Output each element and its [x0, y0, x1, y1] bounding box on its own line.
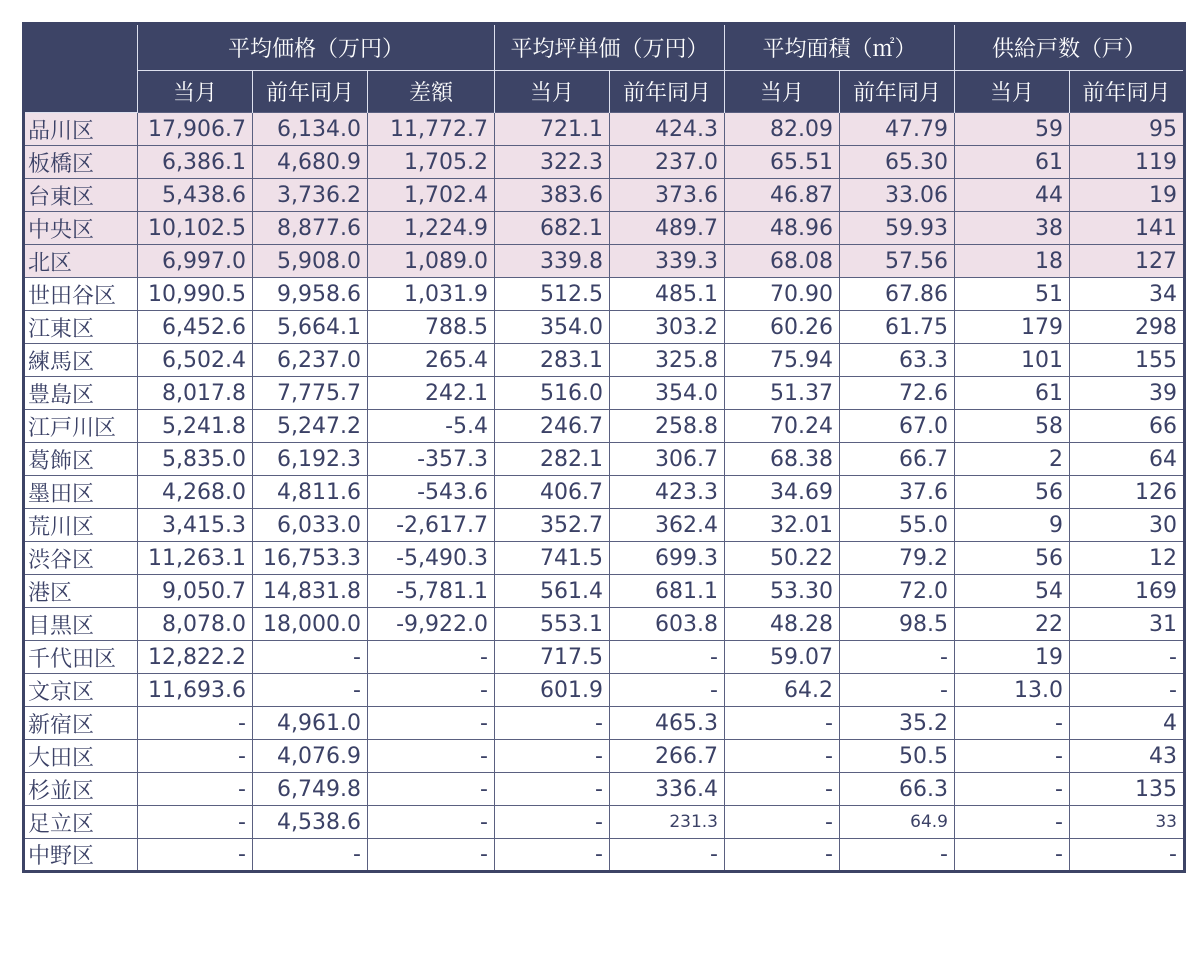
value-cell: 66.3 — [840, 773, 955, 806]
value-cell: - — [1070, 641, 1185, 674]
district-name-cell: 中野区 — [24, 839, 138, 872]
value-cell: - — [138, 773, 253, 806]
value-cell: 10,990.5 — [138, 278, 253, 311]
value-cell: 50.5 — [840, 740, 955, 773]
value-cell: 4,811.6 — [253, 476, 368, 509]
table-row — [24, 542, 1185, 575]
table-body — [24, 113, 1185, 872]
value-cell: 721.1 — [495, 113, 610, 146]
district-name-cell: 港区 — [24, 575, 138, 608]
value-cell: 6,386.1 — [138, 146, 253, 179]
value-cell: 242.1 — [368, 377, 495, 410]
value-cell: - — [368, 674, 495, 707]
table-row — [24, 410, 1185, 443]
value-cell: 9 — [955, 509, 1070, 542]
value-cell: 82.09 — [725, 113, 840, 146]
value-cell: 489.7 — [610, 212, 725, 245]
value-cell: - — [253, 839, 368, 872]
value-cell: 54 — [955, 575, 1070, 608]
value-cell: - — [138, 839, 253, 872]
value-cell: - — [138, 740, 253, 773]
value-cell: 51.37 — [725, 377, 840, 410]
value-cell: 79.2 — [840, 542, 955, 575]
district-name-cell: 千代田区 — [24, 641, 138, 674]
table-row — [24, 773, 1185, 806]
value-cell: 516.0 — [495, 377, 610, 410]
value-cell: - — [725, 806, 840, 839]
corner-header — [24, 24, 138, 113]
value-cell: 101 — [955, 344, 1070, 377]
sub-header: 前年同月 — [840, 71, 955, 113]
sub-header: 前年同月 — [1070, 71, 1185, 113]
value-cell: - — [955, 707, 1070, 740]
value-cell: 1,089.0 — [368, 245, 495, 278]
value-cell: 741.5 — [495, 542, 610, 575]
value-cell: - — [840, 839, 955, 872]
table-row — [24, 146, 1185, 179]
value-cell: 4,680.9 — [253, 146, 368, 179]
sub-header: 当月 — [495, 71, 610, 113]
district-price-table — [22, 22, 1186, 873]
value-cell: 98.5 — [840, 608, 955, 641]
district-name-cell: 杉並区 — [24, 773, 138, 806]
value-cell: - — [955, 773, 1070, 806]
value-cell: - — [955, 839, 1070, 872]
value-cell: - — [840, 674, 955, 707]
value-cell: 9,050.7 — [138, 575, 253, 608]
value-cell: 63.3 — [840, 344, 955, 377]
value-cell: 56 — [955, 542, 1070, 575]
value-cell: 336.4 — [610, 773, 725, 806]
value-cell: 3,415.3 — [138, 509, 253, 542]
value-cell: 561.4 — [495, 575, 610, 608]
value-cell: - — [253, 674, 368, 707]
district-name-cell: 荒川区 — [24, 509, 138, 542]
value-cell: 58 — [955, 410, 1070, 443]
value-cell: 682.1 — [495, 212, 610, 245]
value-cell: 155 — [1070, 344, 1185, 377]
district-name-cell: 中央区 — [24, 212, 138, 245]
table-row — [24, 245, 1185, 278]
value-cell: 38 — [955, 212, 1070, 245]
value-cell: 8,078.0 — [138, 608, 253, 641]
table-row — [24, 344, 1185, 377]
value-cell: 298 — [1070, 311, 1185, 344]
district-name-cell: 渋谷区 — [24, 542, 138, 575]
value-cell: 34 — [1070, 278, 1185, 311]
value-cell: 22 — [955, 608, 1070, 641]
value-cell: 339.3 — [610, 245, 725, 278]
table-row — [24, 311, 1185, 344]
value-cell: 282.1 — [495, 443, 610, 476]
district-name-cell: 目黒区 — [24, 608, 138, 641]
district-name-cell: 江東区 — [24, 311, 138, 344]
value-cell: 352.7 — [495, 509, 610, 542]
value-cell: 7,775.7 — [253, 377, 368, 410]
value-cell: - — [725, 707, 840, 740]
value-cell: 68.08 — [725, 245, 840, 278]
value-cell: 32.01 — [725, 509, 840, 542]
value-cell: - — [253, 641, 368, 674]
district-name-cell: 板橋区 — [24, 146, 138, 179]
value-cell: 424.3 — [610, 113, 725, 146]
value-cell: - — [138, 707, 253, 740]
value-cell: 64.9 — [840, 806, 955, 839]
value-cell: 66.7 — [840, 443, 955, 476]
value-cell: 5,908.0 — [253, 245, 368, 278]
header-group-row — [24, 24, 1185, 71]
value-cell: 325.8 — [610, 344, 725, 377]
value-cell: 67.86 — [840, 278, 955, 311]
value-cell: 258.8 — [610, 410, 725, 443]
value-cell: 68.38 — [725, 443, 840, 476]
value-cell: 72.6 — [840, 377, 955, 410]
value-cell: -5,490.3 — [368, 542, 495, 575]
table-row — [24, 575, 1185, 608]
value-cell: 8,877.6 — [253, 212, 368, 245]
value-cell: 127 — [1070, 245, 1185, 278]
value-cell: 354.0 — [610, 377, 725, 410]
value-cell: 339.8 — [495, 245, 610, 278]
value-cell: 47.79 — [840, 113, 955, 146]
value-cell: - — [610, 674, 725, 707]
district-name-cell: 江戸川区 — [24, 410, 138, 443]
value-cell: 39 — [1070, 377, 1185, 410]
value-cell: 126 — [1070, 476, 1185, 509]
value-cell: 6,237.0 — [253, 344, 368, 377]
value-cell: 135 — [1070, 773, 1185, 806]
district-name-cell: 世田谷区 — [24, 278, 138, 311]
value-cell: - — [495, 839, 610, 872]
value-cell: 6,033.0 — [253, 509, 368, 542]
value-cell: - — [610, 641, 725, 674]
value-cell: 16,753.3 — [253, 542, 368, 575]
value-cell: 362.4 — [610, 509, 725, 542]
district-name-cell: 練馬区 — [24, 344, 138, 377]
value-cell: - — [495, 806, 610, 839]
sub-header: 前年同月 — [610, 71, 725, 113]
value-cell: 423.3 — [610, 476, 725, 509]
value-cell: 603.8 — [610, 608, 725, 641]
value-cell: 5,835.0 — [138, 443, 253, 476]
value-cell: - — [1070, 674, 1185, 707]
value-cell: -5.4 — [368, 410, 495, 443]
value-cell: 70.24 — [725, 410, 840, 443]
value-cell: - — [495, 740, 610, 773]
value-cell: 18,000.0 — [253, 608, 368, 641]
value-cell: 33.06 — [840, 179, 955, 212]
value-cell: 56 — [955, 476, 1070, 509]
group-header-units-supplied: 供給戸数（戸） — [955, 24, 1185, 71]
value-cell: 231.3 — [610, 806, 725, 839]
value-cell: 465.3 — [610, 707, 725, 740]
value-cell: - — [1070, 839, 1185, 872]
table-row — [24, 476, 1185, 509]
value-cell: 9,958.6 — [253, 278, 368, 311]
value-cell: 6,502.4 — [138, 344, 253, 377]
value-cell: 681.1 — [610, 575, 725, 608]
table-row — [24, 740, 1185, 773]
value-cell: 19 — [955, 641, 1070, 674]
district-name-cell: 台東区 — [24, 179, 138, 212]
table-row — [24, 674, 1185, 707]
value-cell: 303.2 — [610, 311, 725, 344]
value-cell: - — [368, 740, 495, 773]
value-cell: 5,438.6 — [138, 179, 253, 212]
value-cell: 788.5 — [368, 311, 495, 344]
value-cell: 11,263.1 — [138, 542, 253, 575]
value-cell: 4,961.0 — [253, 707, 368, 740]
table-row — [24, 212, 1185, 245]
group-header-average-area: 平均面積（㎡） — [725, 24, 955, 71]
value-cell: 8,017.8 — [138, 377, 253, 410]
value-cell: 485.1 — [610, 278, 725, 311]
value-cell: 61 — [955, 377, 1070, 410]
value-cell: 75.94 — [725, 344, 840, 377]
value-cell: 717.5 — [495, 641, 610, 674]
value-cell: 59 — [955, 113, 1070, 146]
value-cell: -357.3 — [368, 443, 495, 476]
value-cell: 50.22 — [725, 542, 840, 575]
value-cell: 43 — [1070, 740, 1185, 773]
value-cell: - — [495, 707, 610, 740]
value-cell: 373.6 — [610, 179, 725, 212]
value-cell: 512.5 — [495, 278, 610, 311]
value-cell: 237.0 — [610, 146, 725, 179]
value-cell: 1,224.9 — [368, 212, 495, 245]
value-cell: - — [725, 839, 840, 872]
value-cell: 266.7 — [610, 740, 725, 773]
group-header-price-per-tsubo: 平均坪単価（万円） — [495, 24, 725, 71]
value-cell: - — [368, 773, 495, 806]
value-cell: 354.0 — [495, 311, 610, 344]
value-cell: 51 — [955, 278, 1070, 311]
value-cell: 48.28 — [725, 608, 840, 641]
value-cell: 65.30 — [840, 146, 955, 179]
district-name-cell: 文京区 — [24, 674, 138, 707]
value-cell: 601.9 — [495, 674, 610, 707]
value-cell: - — [955, 806, 1070, 839]
value-cell: 37.6 — [840, 476, 955, 509]
value-cell: - — [495, 773, 610, 806]
table-row — [24, 608, 1185, 641]
table-row — [24, 641, 1185, 674]
value-cell: - — [840, 641, 955, 674]
value-cell: 61 — [955, 146, 1070, 179]
value-cell: 322.3 — [495, 146, 610, 179]
value-cell: - — [368, 839, 495, 872]
district-name-cell: 墨田区 — [24, 476, 138, 509]
value-cell: 6,134.0 — [253, 113, 368, 146]
value-cell: 306.7 — [610, 443, 725, 476]
value-cell: 64.2 — [725, 674, 840, 707]
value-cell: - — [725, 773, 840, 806]
district-name-cell: 北区 — [24, 245, 138, 278]
value-cell: 406.7 — [495, 476, 610, 509]
value-cell: 12,822.2 — [138, 641, 253, 674]
sub-header: 当月 — [138, 71, 253, 113]
value-cell: 6,452.6 — [138, 311, 253, 344]
value-cell: 1,702.4 — [368, 179, 495, 212]
value-cell: - — [138, 806, 253, 839]
table-row — [24, 509, 1185, 542]
value-cell: 11,693.6 — [138, 674, 253, 707]
table-row — [24, 707, 1185, 740]
value-cell: 553.1 — [495, 608, 610, 641]
value-cell: 5,241.8 — [138, 410, 253, 443]
table-row — [24, 278, 1185, 311]
value-cell: 70.90 — [725, 278, 840, 311]
value-cell: 60.26 — [725, 311, 840, 344]
value-cell: 31 — [1070, 608, 1185, 641]
sub-header: 前年同月 — [253, 71, 368, 113]
value-cell: 59.07 — [725, 641, 840, 674]
value-cell: 5,664.1 — [253, 311, 368, 344]
value-cell: 246.7 — [495, 410, 610, 443]
value-cell: 64 — [1070, 443, 1185, 476]
value-cell: 55.0 — [840, 509, 955, 542]
value-cell: 699.3 — [610, 542, 725, 575]
value-cell: 53.30 — [725, 575, 840, 608]
value-cell: 169 — [1070, 575, 1185, 608]
value-cell: 2 — [955, 443, 1070, 476]
value-cell: - — [368, 806, 495, 839]
value-cell: - — [955, 740, 1070, 773]
value-cell: 6,997.0 — [138, 245, 253, 278]
value-cell: 48.96 — [725, 212, 840, 245]
sub-header: 差額 — [368, 71, 495, 113]
value-cell: -9,922.0 — [368, 608, 495, 641]
district-name-cell: 新宿区 — [24, 707, 138, 740]
value-cell: 33 — [1070, 806, 1185, 839]
value-cell: 17,906.7 — [138, 113, 253, 146]
value-cell: 13.0 — [955, 674, 1070, 707]
value-cell: 34.69 — [725, 476, 840, 509]
value-cell: 265.4 — [368, 344, 495, 377]
value-cell: 72.0 — [840, 575, 955, 608]
value-cell: 35.2 — [840, 707, 955, 740]
value-cell: 14,831.8 — [253, 575, 368, 608]
district-name-cell: 大田区 — [24, 740, 138, 773]
value-cell: 5,247.2 — [253, 410, 368, 443]
value-cell: 4 — [1070, 707, 1185, 740]
value-cell: 10,102.5 — [138, 212, 253, 245]
value-cell: -5,781.1 — [368, 575, 495, 608]
value-cell: 19 — [1070, 179, 1185, 212]
value-cell: 57.56 — [840, 245, 955, 278]
value-cell: 11,772.7 — [368, 113, 495, 146]
value-cell: - — [368, 641, 495, 674]
value-cell: 46.87 — [725, 179, 840, 212]
sub-header: 当月 — [725, 71, 840, 113]
table-row — [24, 806, 1185, 839]
value-cell: 61.75 — [840, 311, 955, 344]
value-cell: 3,736.2 — [253, 179, 368, 212]
table-row — [24, 377, 1185, 410]
value-cell: 1,031.9 — [368, 278, 495, 311]
value-cell: 119 — [1070, 146, 1185, 179]
value-cell: -543.6 — [368, 476, 495, 509]
value-cell: 44 — [955, 179, 1070, 212]
value-cell: 65.51 — [725, 146, 840, 179]
value-cell: 67.0 — [840, 410, 955, 443]
value-cell: 59.93 — [840, 212, 955, 245]
value-cell: 1,705.2 — [368, 146, 495, 179]
group-header-average-price: 平均価格（万円） — [138, 24, 495, 71]
value-cell: 4,076.9 — [253, 740, 368, 773]
value-cell: 30 — [1070, 509, 1185, 542]
value-cell: 6,192.3 — [253, 443, 368, 476]
table-row — [24, 839, 1185, 872]
value-cell: -2,617.7 — [368, 509, 495, 542]
district-name-cell: 葛飾区 — [24, 443, 138, 476]
district-name-cell: 品川区 — [24, 113, 138, 146]
value-cell: 383.6 — [495, 179, 610, 212]
value-cell: 179 — [955, 311, 1070, 344]
value-cell: - — [368, 707, 495, 740]
value-cell: 283.1 — [495, 344, 610, 377]
value-cell: 12 — [1070, 542, 1185, 575]
value-cell: 66 — [1070, 410, 1185, 443]
table-row — [24, 113, 1185, 146]
header-sub-row — [24, 71, 1185, 113]
district-name-cell: 豊島区 — [24, 377, 138, 410]
district-name-cell: 足立区 — [24, 806, 138, 839]
value-cell: 4,268.0 — [138, 476, 253, 509]
value-cell: - — [610, 839, 725, 872]
value-cell: 141 — [1070, 212, 1185, 245]
value-cell: 4,538.6 — [253, 806, 368, 839]
table-row — [24, 443, 1185, 476]
value-cell: 6,749.8 — [253, 773, 368, 806]
value-cell: - — [725, 740, 840, 773]
value-cell: 95 — [1070, 113, 1185, 146]
value-cell: 18 — [955, 245, 1070, 278]
table-row — [24, 179, 1185, 212]
sub-header: 当月 — [955, 71, 1070, 113]
